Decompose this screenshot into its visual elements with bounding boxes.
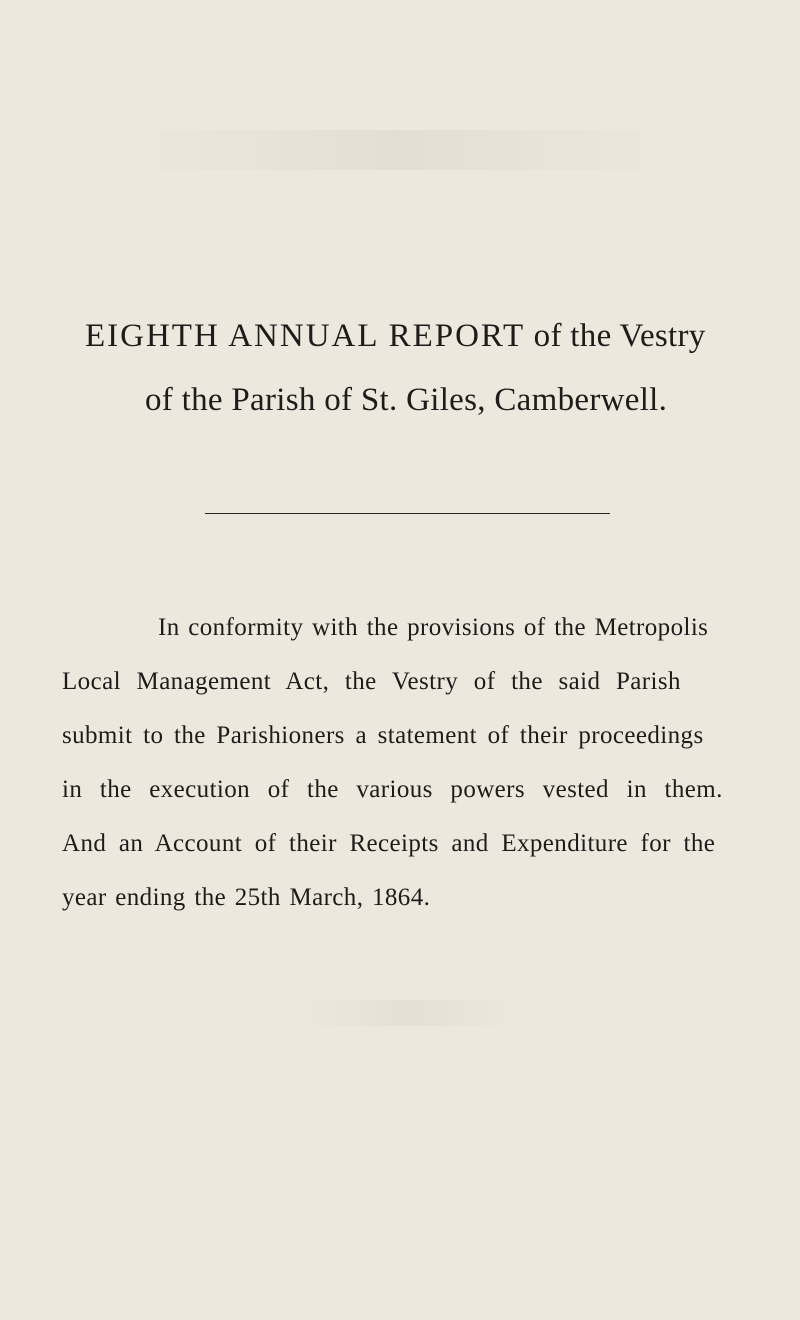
report-title-line-1 [85,318,706,355]
bleed-through-decoration-2 [300,1000,520,1026]
report-title-line-2: of the Parish of St. Giles, Camberwell. [145,382,668,418]
report-title-rest: of the Vestry [525,318,706,354]
body-line-3: submit to the Parishioners a statement of their proceedings [62,722,704,749]
body-line-4: in the execution of the various powers vested in them. [62,776,723,803]
title-divider [205,513,610,514]
body-line-5: And an Account of their Receipts and Expenditure for the [62,830,716,857]
body-line-1: In conformity with the provisions of the Metropolis [158,614,709,641]
body-line-2: Local Management Act, the Vestry of the said Parish [62,668,681,695]
bleed-through-decoration [120,130,680,170]
body-line-6: year ending the 25th March, 1864. [62,884,431,911]
report-title-caps: EIGHTH ANNUAL REPORT [85,318,526,354]
